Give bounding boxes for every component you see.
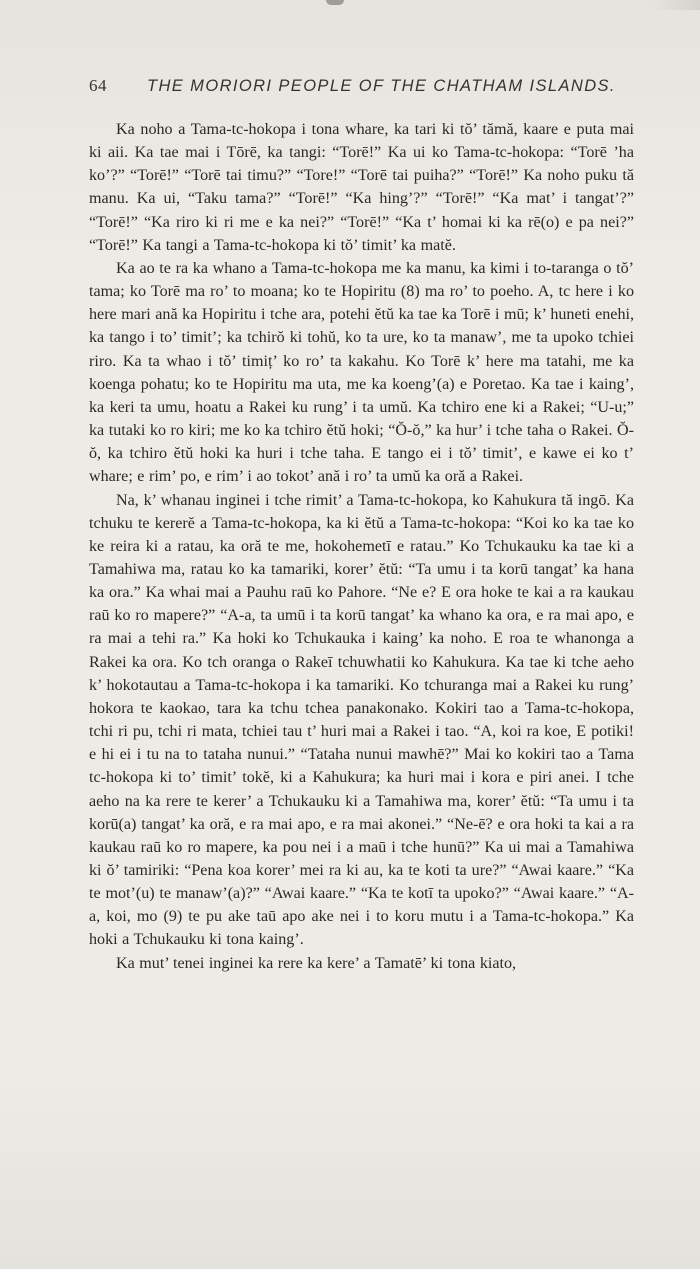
paragraph: Na, k’ whanau inginei i tche rimit’ a Tama-tc-hokopa, ko Kahukura tă ingō. Ka tchuku te kererĕ a Tama-tc-hokopa, ka ki ĕtŭ a Tama-tc-hokopa: “Koi ko ka tae ko ke reira ki a ratau, ka oră te me, hokohemetī e ratau.” Ko Tchukauku ka tae ki a Tamahiwa ma, ratau ko ka tamariki, korer’ ĕtŭ: “Ta umu i ta korū tangat’ ka hana ka ora.” Ka whai mai a Pauhu raū ko Pahore. “Ne e? E ora hoke te kai a ra kaukau raū ko ro mapere?” “A-a, ta umū i ta korū tangat’ ka whano ka ora, e ra mai apo, e ra mai a tehi ra.” Ka hoki ko Tchukauka i kaing’ ka noho. E roa te whanonga a Rakei ka ora. Ko tch oranga o Rakeī tchuwhatii ko Kahukura. Ka tae ki tche aeho k’ hokotautau a Tama-tc-hokopa i ka tamariki. Ko tchuranga mai a Rakei ku rung’ hokora te kaokao, tara ka tchu tchea panakonako. Kokiri tao a Tama-tc-hokopa, tchi ri pu, tchi ri mata, tchiei tau t’ huri mai a Rakei i tao. “A, koi ra koe, E potiki! e hi ei i tu na to tataha nunui.” “Tataha nunui mawhē?” Mai ko kokiri tao a Tama tc-hokopa ki to’ timit’ tokĕ, ki a Kahukura; ka huri mai i kora e piri anei. I tche aeho na ka rere te kerer’ a Tchukauku ki a Tamahiwa ma, korer’ ĕtŭ: “Ta umu i ta korū(a) tangat’ ka oră, e ra mai apo, e ra mai akonei.” “Ne-ē? e ora hoki ta kai a ra kaukau raū ko ro mapere, ka pou nei i a maū i tche hunū?” Ka ui mai a Tamahiwa ki ŏ’ tamiriki: “Pena koa korer’ mei ra ki au, ka te koti ta ure?” “Awai kaare.” “Ka te mot’(u) te manaw’(a)?” “Awai kaare.” “Ka te kotī ta upoko?” “Awai kaare.” “A-a, koi, mo (9) te pu ake taū apo ake nei i to koru mutu i a Tama-tc-hokopa.” Ka hoki a Tchukauku ki tona kaing’. bbox=[89, 491, 634, 949]
page-corner-shadow bbox=[652, 0, 700, 10]
page-header bbox=[89, 76, 616, 96]
running-title: THE MORIORI PEOPLE OF THE CHATHAM ISLANDS. bbox=[147, 77, 616, 95]
paragraph: Ka mut’ tenei inginei ka rere ka kere’ a Tamatē’ ki tona kiato, bbox=[116, 954, 517, 972]
page-number: 64 bbox=[89, 76, 107, 95]
ink-smudge bbox=[326, 0, 344, 5]
paragraph: Ka noho a Tama-tc-hokopa i tona whare, ka tari ki tŏ’ tămă, kaare e puta mai ki aii. Ka tae mai i Tōrē, ka tangi: “Torē!” Ka ui ko Tama-tc-hokopa: “Torē ’ha ko’?” “Torē!” “Torē tai timu?” “Tore!” “Torē tai puiha?” “Torē!” Ka noho puku tă manu. Ka ui, “Taku tama?” “Torē!” “Ka hing’?” “Torē!” “Ka mat’ i tangat’?” “Torē!” “Ka riro ki ri me e ka nei?” “Torē!” “Ka t’ homai ki ka rē(o) e pa nei?” “Torē!” Ka tangi a Tama-tc-hokopa ki tŏ’ timit’ ka matĕ. bbox=[89, 121, 634, 254]
paragraph: Ka ao te ra ka whano a Tama-tc-hokopa me ka manu, ka kimi i to-taranga o tŏ’ tama; ko Torē ma ro’ to moana; ko te Hopiritu (8) ma ro’ to poeho. A, tc here i ko here mari ană ka Hopiritu i tche ara, potehi ĕtŭ ka tae ka Torē i mū; k’ huneti enehi, ka tango i to’ timit’; ka tchirŏ ki tohŭ, ko ta ure, ko ta manaw’, me ta upoko tchiei riro. Ka ta whao i tŏ’ timiț’ ko ro’ ta kakahu. Ko Torē k’ here ma tatahi, me ka koenga pohatu; ko te Hopiritu ma uta, me ka koeng’(a) e Poretao. Ka tae i kaing’, ka keri ta umu, hoatu a Rakei ku rung’ i ta umŭ. Ka tchiro ene ki a Rakei; “U-u;” ka tutaki ko ro kiri; me ko ka tchiro ĕtŭ hoki; “Ŏ-ŏ,” ka hur’ i tche taha o Rakei. Ŏ-ŏ, ka tchiro ĕtŭ hoki ka huri i tche taha. E tango ei i tŏ’ timit’, e kawe ei ko t’ whare; e rim’ po, e rim’ i ao tokot’ ană i ro’ ta umŭ ka oră a Rakei. bbox=[89, 259, 634, 486]
body-text bbox=[89, 118, 634, 975]
